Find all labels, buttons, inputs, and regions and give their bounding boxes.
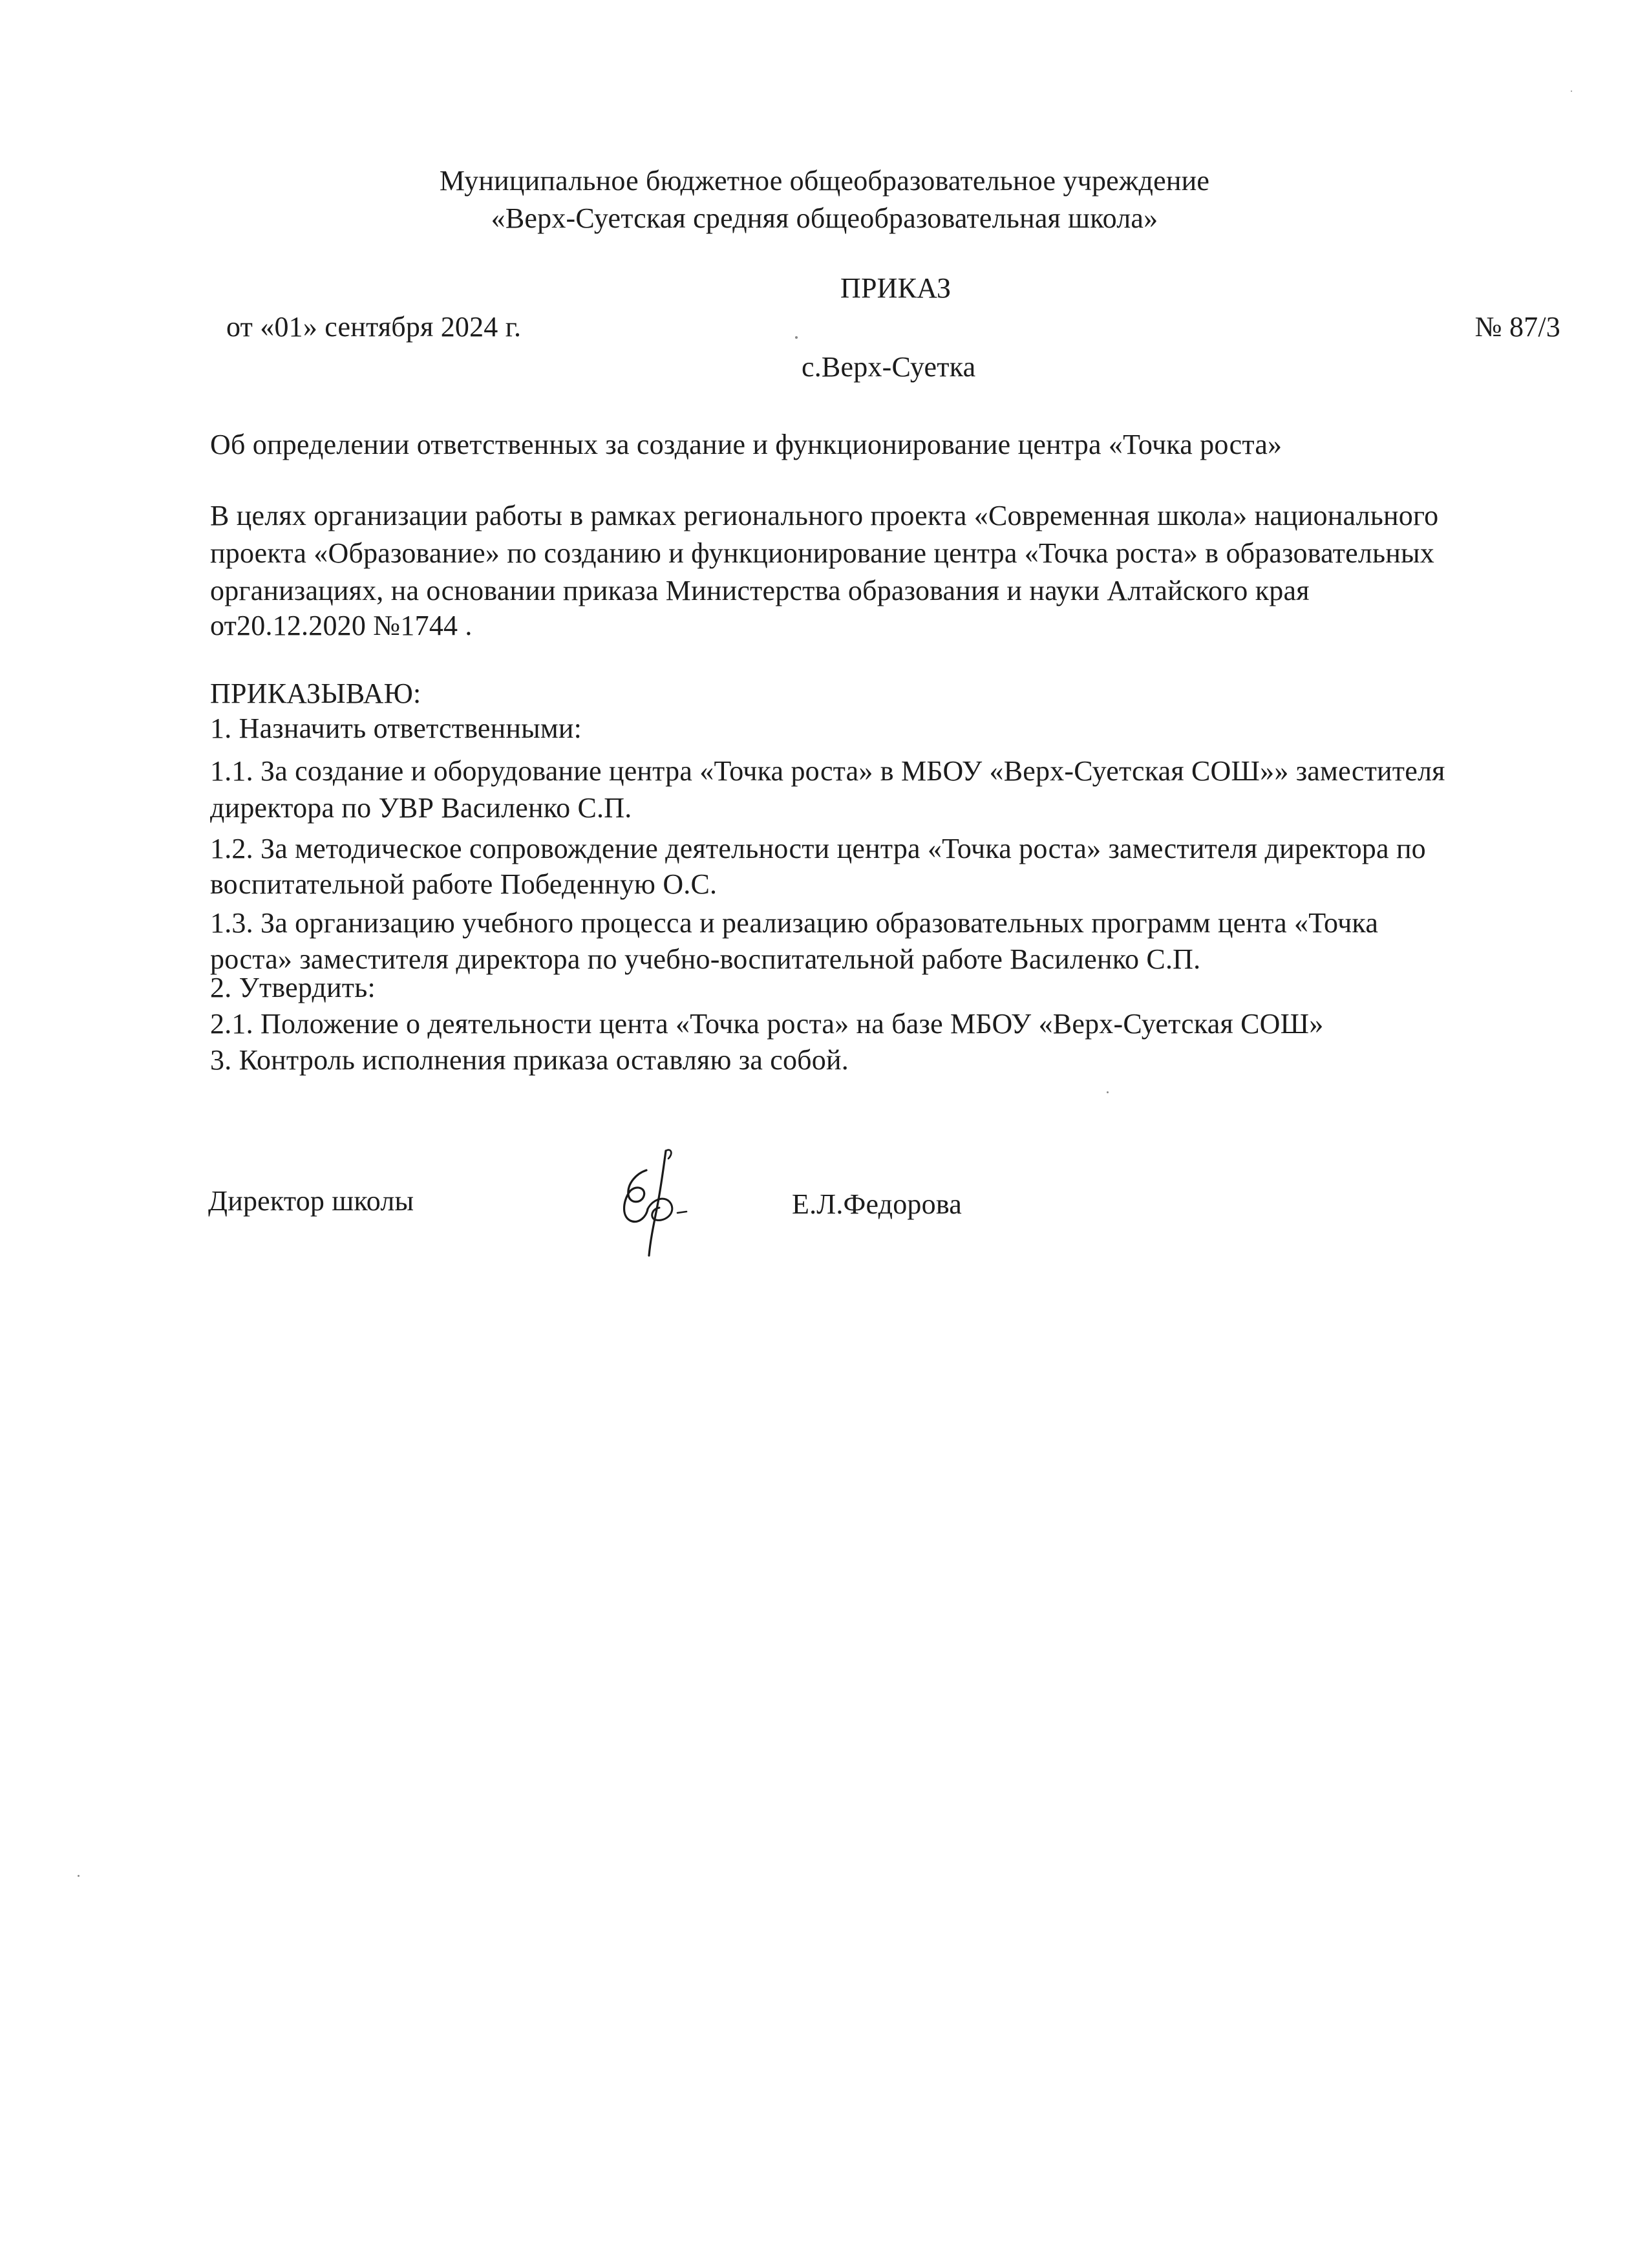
signature-name: Е.Л.Федорова [792, 1188, 962, 1220]
scan-speck [795, 336, 798, 339]
order-item: 2. Утвердить: [210, 972, 376, 1003]
order-item: 1.2. За методическое сопровождение деятельности центра «Точка роста» заместителя директора по [210, 833, 1426, 864]
order-date: от «01» сентября 2024 г. [226, 311, 522, 343]
scan-speck [78, 1875, 80, 1877]
order-item: воспитательной работе Победенную О.С. [210, 868, 718, 900]
order-subject: Об определении ответственных за создание и функционирование центра «Точка роста» [210, 429, 1282, 460]
order-number: № 87/3 [1474, 311, 1560, 343]
order-item: 1.1. За создание и оборудование центра «Точка роста» в МБОУ «Верх-Суетская СОШ»» заместителя [210, 755, 1445, 787]
scan-speck [1107, 1091, 1109, 1093]
order-item: роста» заместителя директора по учебно-воспитательной работе Василенко С.П. [210, 943, 1201, 975]
order-directive: ПРИКАЗЫВАЮ: [210, 678, 421, 709]
signature-position: Директор школы [208, 1185, 414, 1217]
order-item: 1. Назначить ответственными: [210, 712, 582, 744]
order-item: директора по УВР Василенко С.П. [210, 792, 632, 824]
preamble-line: от20.12.2020 №1744 . [210, 610, 473, 641]
preamble-line: В целях организации работы в рамках регионального проекта «Современная школа» национального [210, 500, 1439, 531]
scan-speck [1571, 91, 1572, 92]
institution-line-2: «Верх-Суетская средняя общеобразовательная школа» [491, 202, 1158, 234]
preamble-line: организациях, на основании приказа Министерства образования и науки Алтайского края [210, 575, 1310, 606]
institution-line-1: Муниципальное бюджетное общеобразовательное учреждение [439, 165, 1210, 197]
handwritten-signature [601, 1144, 698, 1261]
order-item: 3. Контроль исполнения приказа оставляю за собой. [210, 1044, 849, 1076]
order-item: 1.3. За организацию учебного процесса и реализацию образовательных программ цента «Точка [210, 907, 1379, 939]
order-title: ПРИКАЗ [840, 272, 952, 304]
order-item: 2.1. Положение о деятельности цента «Точка роста» на базе МБОУ «Верх-Суетская СОШ» [210, 1008, 1324, 1040]
preamble-line: проекта «Образование» по созданию и функционирование центра «Точка роста» в образовательных [210, 537, 1434, 569]
order-place: с.Верх-Суетка [802, 351, 976, 383]
